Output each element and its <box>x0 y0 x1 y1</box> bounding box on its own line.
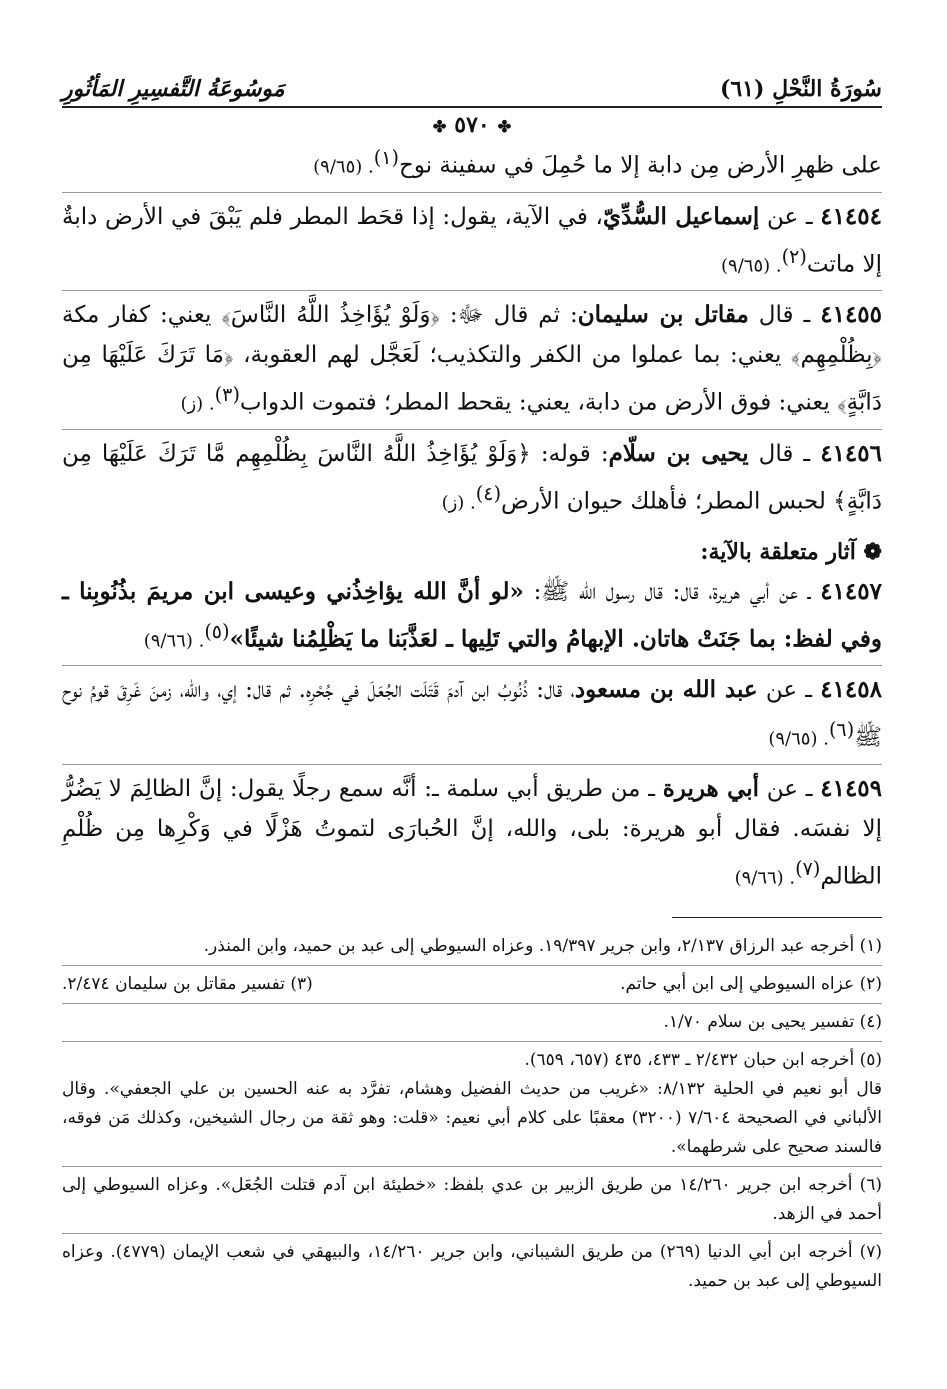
running-header <box>62 60 882 108</box>
entry: ٤١٤٥٧ ـ عن أبي هريرة، قال: قال رسول الله ﷺ: «لو أنَّ الله يؤاخِذُني وعيسى ابن مريمَ بذُنُوبِنا ـ وفي لفظ: بما جَنَتْ هاتان. الإبهامُ والتي تَلِيها ـ لعَذَّبَنا ما يَظْلِمُنا شيئًا»$^{(٥)}$. (٩/٦٦) <box>62 577 882 653</box>
footnote-row <box>62 970 882 999</box>
section-heading: ❁ آثار متعلقة بالآية: <box>700 538 882 565</box>
entry: ٤١٤٥٦ ـ قال يحيى بن سلّام: قوله: ﴿وَلَوْ يُؤَاخِذُ اللَّهُ النَّاسَ بِظُلْمِهِم مَّا تَرَكَ عَلَيْهَا مِن دَابَّةٍ﴾ لحبس المطر؛ فأهلك حيوان الأرض$^{(٤)}$. (ز) <box>62 439 882 515</box>
entry: ٤١٤٥٥ ـ قال مقاتل بن سليمان: ثم قال ﷻ: ﴿وَلَوْ يُؤَاخِذُ اللَّهُ النَّاسَ﴾ يعني: كفار مكة ﴿بِظُلْمِهِم﴾ يعني: بما عملوا من الكفر والتكذيب؛ لَعَجَّل لهم العقوبة، ﴿مَا تَرَكَ عَلَيْهَا مِن دَابَّةٍ﴾ يعني: فوق الأرض من دابة، يعني: يقحط المطر؛ فتموت الدواب$^{(٣)}$. (ز) <box>62 301 883 416</box>
entry: ٤١٤٥٩ ـ عن أبي هريرة ـ من طريق أبي سلمة ـ: أنَّه سمع رجلًا يقول: إنَّ الظالِمَ لا يَضُرُّ إلا نفسَه. فقال أبو هريرة: بلى، والله، إنَّ الحُبارَى لتموتُ هَزْلًا في وَكْرِها مِن ظُلْمِ الظالم$^{(٧)}$. (٩/٦٦) <box>62 774 883 890</box>
divider <box>62 429 882 430</box>
divider <box>62 290 882 291</box>
entry: على ظهرِ الأرض مِن دابة إلا ما حُمِلَ في سفينة نوح$^{(١)}$. (٩/٦٥) <box>313 146 882 179</box>
divider <box>62 665 882 666</box>
footnote: (٤) تفسير يحيى بن سلام ١/٧٠. <box>663 1011 882 1032</box>
divider <box>62 764 882 765</box>
divider <box>62 965 882 966</box>
footnote: (٥) أخرجه ابن حبان ٢/٤٣٢ ـ ٤٣٣، ٤٣٥ (٦٥٧، ٦٥٩). <box>524 1049 882 1070</box>
footnote: (٢) عزاه السيوطي إلى ابن أبي حاتم. <box>620 973 882 994</box>
footnote-rule <box>672 917 882 918</box>
book-title: مَوسُوعَةُ التَّفسِيرِ المَأثُورِ <box>62 76 285 102</box>
page-number: ✤٥٧٠✤ <box>432 112 512 138</box>
ornament-icon: ✤ <box>497 117 512 136</box>
divider <box>62 192 882 193</box>
footnote: (٦) أخرجه ابن جرير ١٤/٢٦٠ من طريق الزبير بن عدي بلفظ: «خطيئة ابن آدم قتلت الجُعَل». وعزاه السيوطي إلى أحمد في الزهد. <box>62 1174 882 1224</box>
entry: ٤١٤٥٨ ـ عن عبد الله بن مسعود، قال: ذُنُوبُ ابن آدمَ قَتَلَت الجُعَلَ في جُحْرِه. ثم قال: إي، والله، زمنَ غَرِقَ قومُ نوح ﷺ$^{(٦)}$. (٩/٦٥) <box>62 676 882 751</box>
footnote: قال أبو نعيم في الحلية ٨/١٣٢: «غريب من حديث الفضيل وهشام، تفرَّد به عنه الحسين بن علي الجعفي». وقال الألباني في الصحيحة ٧/٦٠٤ (٣٢٠٠) معقبًا على كلام أبي نعيم: «قلت: وهو ثقة من رجال الشيخين، وكذلك مَن فوقه، فالسند صحيح على شرطهما». <box>62 1078 883 1157</box>
footnote: (٣) تفسير مقاتل بن سليمان ٢/٤٧٤. <box>62 973 313 994</box>
footnote: (٧) أخرجه ابن أبي الدنيا (٢٦٩) من طريق الشيباني، وابن جرير ١٤/٢٦٠، والبيهقي في شعب الإيمان (٤٧٧٩). وعزاه السيوطي إلى عبد بن حميد. <box>62 1241 883 1291</box>
entry: ٤١٤٥٤ ـ عن إسماعيل السُّدِّيّ، في الآية، يقول: إذا قحَط المطر فلم يَبْقَ في الأرض دابةٌ إلا ماتت$^{(٢)}$. (٩/٦٥) <box>62 202 882 278</box>
footnote: (١) أخرجه عبد الرزاق ٢/١٣٧، وابن جرير ١٩/٣٩٧. وعزاه السيوطي إلى عبد بن حميد، وابن المنذر. <box>203 935 882 956</box>
surah-title: سُورَةُ النَّحْلِ (٦١) <box>719 76 882 102</box>
divider <box>62 1166 882 1167</box>
divider <box>62 1233 882 1234</box>
page <box>62 60 882 1296</box>
divider <box>62 1003 882 1004</box>
divider <box>62 1041 882 1042</box>
ornament-icon: ✤ <box>432 117 447 136</box>
